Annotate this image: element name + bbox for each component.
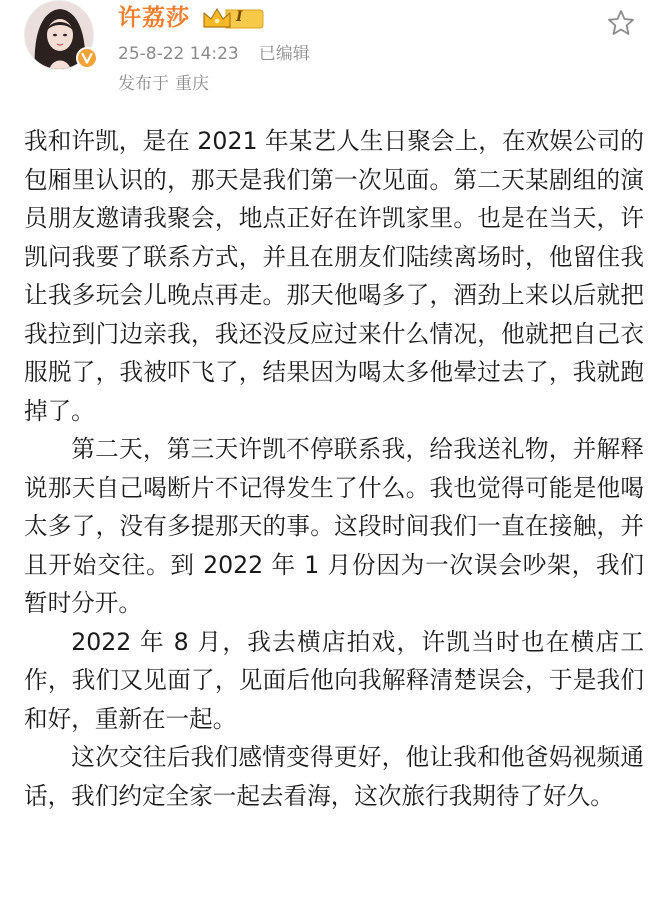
star-outline-icon <box>606 8 636 38</box>
post-timestamp: 25-8-22 14:23 <box>118 44 239 64</box>
post-header <box>0 0 660 110</box>
verified-v-icon <box>76 47 98 69</box>
author-name[interactable]: 许荔莎 <box>118 5 190 31</box>
post-paragraph-4: 这次交往后我们感情变得更好，他让我和他爸妈视频通话，我们约定全家一起去看海，这次旅行我期待了好久。 <box>24 743 644 810</box>
post-paragraph-1: 我和许凯，是在 2021 年某艺人生日聚会上，在欢娱公司的包厢里认识的，那天是我们第一次见面。第二天某剧组的演员朋友邀请我聚会，地点正好在许凯家里。也是在当天，许凯问我要了联系方式，并且在朋友们陆续离场时，他留住我让我多玩会儿晚点再走。那天他喝多了，酒劲上来以后就把我拉到门边亲我，我还没反应过来什么情况，他就把自己衣服脱了，我被吓飞了，结果因为喝太多他晕过去了，我就跑掉了。 <box>24 127 644 425</box>
post-location <box>118 72 209 96</box>
post-paragraph-3: 2022 年 8 月，我去横店拍戏，许凯当时也在横店工作，我们又见面了，见面后他向我解释清楚误会，于是我们和好，重新在一起。 <box>24 627 644 733</box>
level-badge[interactable] <box>202 6 264 32</box>
level-number: I <box>236 9 243 25</box>
crown-level-icon <box>202 6 264 32</box>
post-paragraph-2: 第二天，第三天许凯不停联系我，给我送礼物，并解释说那天自己喝断片不记得发生了什么。我也觉得可能是他喝太多了，没有多提那天的事。这段时间我们一直在接触，并且开始交往。到 2022 年 1 月份因为一次误会吵架，我们暂时分开。 <box>24 435 644 617</box>
post-body <box>24 122 644 815</box>
edited-label[interactable]: 已编辑 <box>258 44 310 64</box>
location-prefix: 发布于 <box>118 74 169 94</box>
favorite-button[interactable] <box>606 8 636 38</box>
author-avatar-wrap[interactable] <box>24 0 96 72</box>
location-city: 重庆 <box>175 74 209 94</box>
post-meta <box>118 42 310 66</box>
